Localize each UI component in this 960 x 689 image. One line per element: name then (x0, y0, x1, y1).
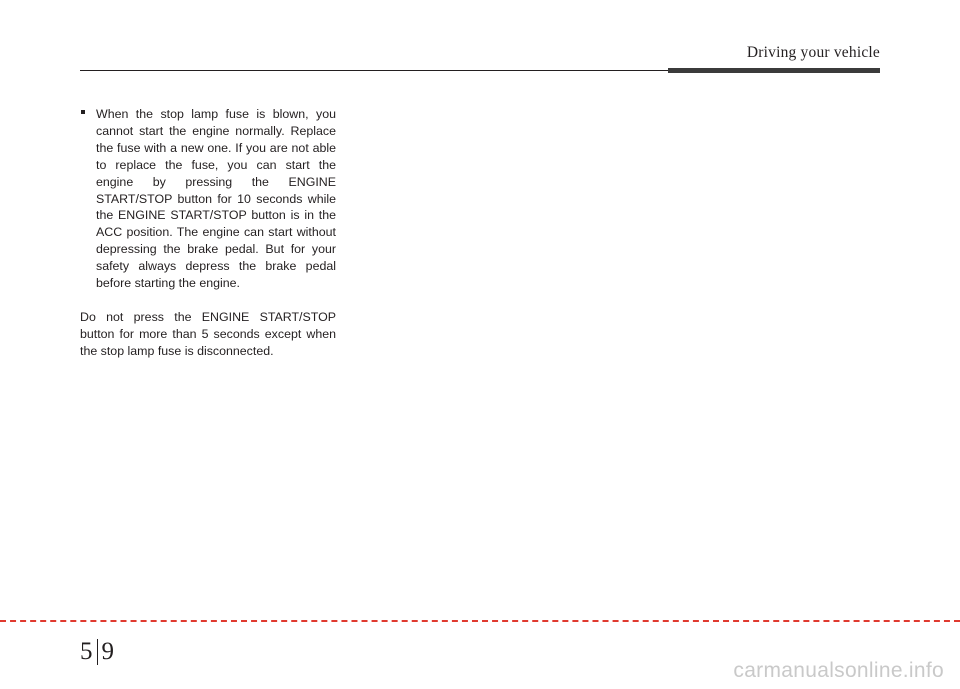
plain-paragraph-text: Do not press the ENGINE START/STOP button for more than 5 seconds except when the stop lamp fuse is disconnected. (80, 309, 336, 358)
page-header (80, 44, 880, 74)
chapter-number: 5 (80, 637, 93, 665)
bullet-item (80, 106, 336, 292)
bullet-point-icon (81, 110, 85, 114)
bullet-paragraph-text: When the stop lamp fuse is blown, you cannot start the engine normally. Replace the fuse with a new one. If you are not able to replace the fuse, you can start the engine by pressing the ENGINE START/STOP button for 10 seconds while the ENGINE START/STOP button is in the ACC position. The engine can start without depressing the brake pedal. But for your safety always depress the brake pedal before starting the engine. (96, 107, 336, 291)
plain-item (80, 309, 336, 360)
footer-page-marker (80, 634, 114, 668)
footer-separator-line (97, 639, 98, 665)
paragraph-spacer (80, 292, 336, 309)
page-title: Driving your vehicle (746, 44, 880, 61)
header-divider-thick (668, 68, 880, 73)
watermark: carmanualsonline.info (733, 659, 944, 682)
content-column (80, 106, 336, 360)
page-number: 9 (101, 637, 114, 665)
footer-divider (0, 620, 960, 622)
